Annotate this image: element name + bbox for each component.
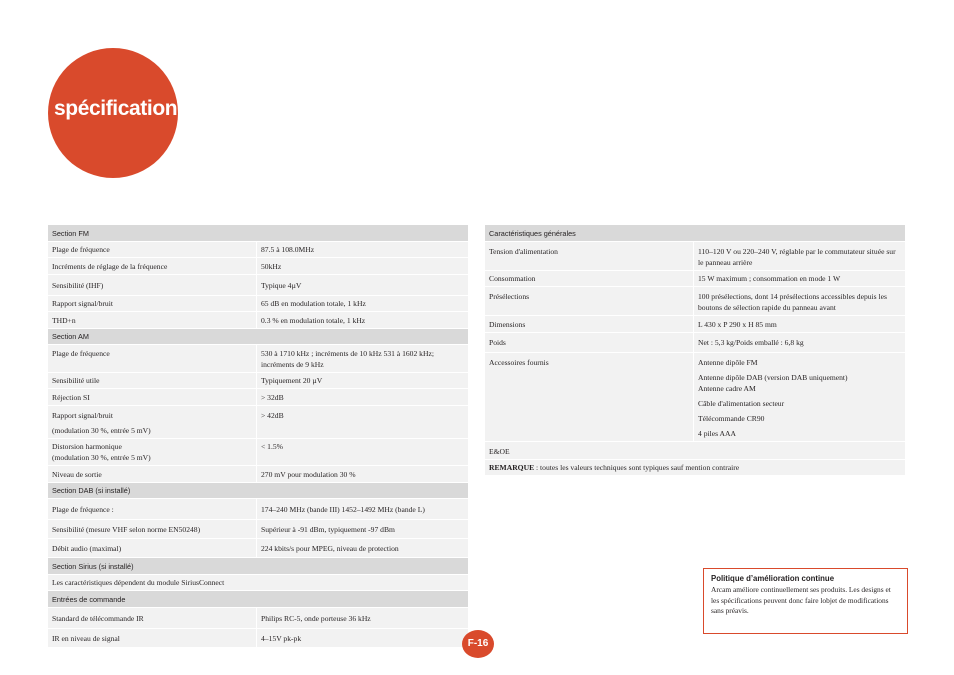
table-row: Dimensions L 430 x P 290 x H 85 mm	[485, 316, 906, 333]
table-row: Sensibilité (IHF) Typique 4µV	[48, 275, 469, 296]
table-row: Plage de fréquence 87.5 à 108.0MHz	[48, 242, 469, 259]
table-row: E&OE	[485, 442, 906, 460]
table-row: Incréments de réglage de la fréquence 50kHz	[48, 258, 469, 275]
table-row: Niveau de sortie 270 mV pour modulation 30 %	[48, 466, 469, 483]
table-row: Rapport signal/bruit (modulation 30 %, entrée 5 mV) > 42dB	[48, 406, 469, 439]
list-item: 4 piles AAA	[698, 428, 736, 438]
table-row: Tension d'alimentation 110–120 V ou 220–240 V, réglable par le commutateur située sur le panneau arrière	[485, 242, 906, 271]
list-item: Antenne dipôle FM	[698, 357, 758, 367]
list-item: Télécommande CR90	[698, 413, 765, 423]
section-header-am: Section AM	[48, 329, 469, 346]
table-row: Présélections 100 présélections, dont 14 présélections accessibles depuis les boutons de sélection rapide du panneau avant	[485, 287, 906, 316]
policy-box	[703, 568, 908, 634]
policy-title: Politique d’amélioration continue	[711, 574, 835, 583]
table-row: Rapport signal/bruit 65 dB en modulation totale, 1 kHz	[48, 296, 469, 313]
section-header-general: Caractéristiques générales	[485, 225, 906, 242]
specs-table-left	[48, 225, 469, 648]
list-item: Câble d'alimentation secteur	[698, 398, 785, 408]
page-number-badge: F-16	[462, 630, 494, 658]
table-row: Les caractéristiques dépendent du module SiriusConnect	[48, 575, 469, 592]
page-title: spécifications	[54, 97, 189, 120]
section-header-sirius: Section Sirius (si installé)	[48, 558, 469, 575]
table-row: Consommation 15 W maximum ; consommation en mode 1 W	[485, 271, 906, 288]
table-row: Réjection SI > 32dB	[48, 389, 469, 406]
section-header-commands: Entrées de commande	[48, 591, 469, 608]
table-row: THD+n 0.3 % en modulation totale, 1 kHz	[48, 312, 469, 329]
list-item: Antenne cadre AM	[698, 383, 756, 393]
table-row: Poids Net : 5,3 kg/Poids emballé : 6,8 kg	[485, 333, 906, 353]
table-row: Sensibilité utile Typiquement 20 µV	[48, 373, 469, 390]
section-header-fm: Section FM	[48, 225, 469, 242]
table-row: IR en niveau de signal 4–15V pk-pk	[48, 629, 469, 648]
list-item: Antenne dipôle DAB (version DAB uniquement)	[698, 372, 848, 382]
table-row: Distorsion harmonique (modulation 30 %, entrée 5 mV) < 1.5%	[48, 439, 469, 467]
table-row: Accessoires fournis Antenne dipôle FM Antenne dipôle DAB (version DAB uniquement) Antenne cadre AM Câble d'alimentation secteur Télécommande CR90 4 piles AAA	[485, 353, 906, 442]
accessories-list	[694, 353, 906, 442]
section-header-dab: Section DAB (si installé)	[48, 483, 469, 500]
table-row: Plage de fréquence : 174–240 MHz (bande III) 1452–1492 MHz (bande L)	[48, 499, 469, 520]
table-row: Standard de télécommande IR Philips RC-5, onde porteuse 36 kHz	[48, 608, 469, 629]
table-row: Plage de fréquence 530 à 1710 kHz ; incréments de 10 kHz 531 à 1602 kHz; incréments de 9 kHz	[48, 345, 469, 373]
table-row: Sensibilité (mesure VHF selon norme EN50248) Supérieur à -91 dBm, typiquement -97 dBm	[48, 520, 469, 539]
policy-text: Arcam améliore continuellement ses produits. Les designs et les spécifications peuvent donc faire lobjet de modifications sans préavis.	[711, 585, 891, 616]
table-row	[485, 460, 906, 477]
remark: REMARQUE : toutes les valeurs techniques sont typiques sauf mention contraire	[485, 460, 906, 477]
specs-table-right	[485, 225, 906, 476]
table-row: Débit audio (maximal) 224 kbits/s pour MPEG, niveau de protection	[48, 539, 469, 558]
